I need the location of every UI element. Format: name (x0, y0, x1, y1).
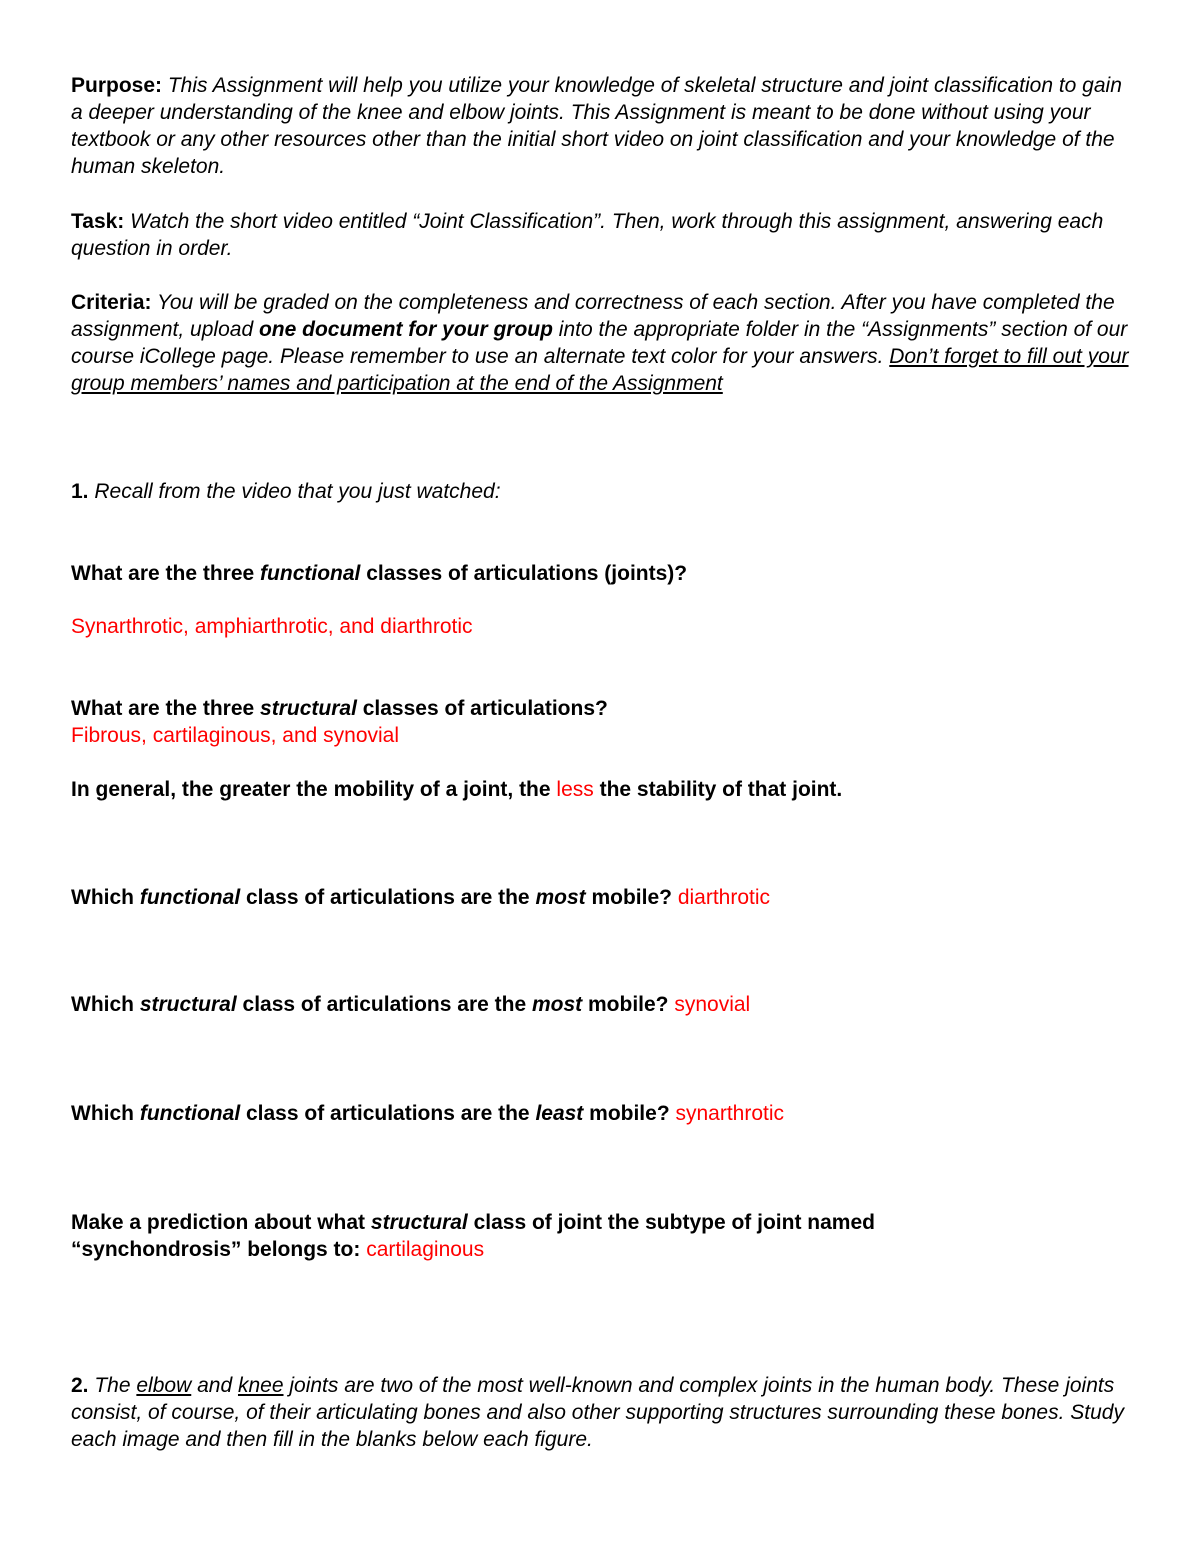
section-1-number: 1. (71, 480, 89, 503)
question-text: Which (71, 886, 140, 909)
question-emphasis: structural (139, 993, 237, 1016)
section-2-paragraph (71, 1372, 1131, 1453)
question-text: class of joint the subtype of joint named “synchondrosis” belongs to: (71, 1211, 875, 1261)
answer-inline: synarthrotic (675, 1102, 785, 1125)
answer-inline: diarthrotic (677, 886, 771, 909)
question-text: classes of articulations (joints)? (360, 562, 688, 585)
section-2-underlined-elbow: elbow (136, 1374, 192, 1397)
question-text: class of articulations are the (240, 1102, 536, 1125)
question-mobility-stability (71, 776, 1131, 803)
question-least-mobile-functional (71, 1100, 1131, 1127)
question-emphasis: functional (260, 562, 361, 585)
answer-inline: cartilaginous (366, 1238, 485, 1261)
criteria-paragraph (71, 289, 1131, 397)
section-2-text: joints are two of the most well-known and complex joints in the human body. These joints consist, of course, of their articulating bones and also other supporting structures surrounding these bones. Study each image and then fill in the blanks below each figure. (71, 1374, 1124, 1451)
question-emphasis: functional (139, 1102, 241, 1125)
question-text: Which (71, 993, 140, 1016)
answer-inline: less (556, 778, 594, 801)
task-paragraph (71, 208, 1131, 262)
question-emphasis: structural (260, 697, 357, 720)
question-emphasis: most (531, 993, 583, 1016)
question-text: What are the three (71, 562, 261, 585)
question-text: mobile? (583, 1102, 670, 1125)
question-most-mobile-functional (71, 884, 1131, 911)
purpose-text: This Assignment will help you utilize your knowledge of skeletal structure and joint classification to gain a deeper understanding of the knee and elbow joints. This Assignment is meant to be done without using your textbook or any other resources other than the initial short video on joint classification and your knowledge of the human skeleton. (71, 74, 1122, 178)
section-2-underlined-knee: knee (237, 1374, 284, 1397)
purpose-label: Purpose: (71, 74, 163, 97)
criteria-underlined-text: Don’t forget to fill out your group members’ names and participation at the end of the Assignment (71, 345, 1129, 395)
question-emphasis: least (535, 1102, 584, 1125)
criteria-label: Criteria: (71, 291, 152, 314)
question-emphasis: most (535, 886, 586, 909)
question-functional-classes (71, 560, 1131, 587)
task-label: Task: (71, 210, 125, 233)
answer-functional-classes: Synarthrotic, amphiarthrotic, and diarthrotic (71, 615, 473, 638)
question-synchondrosis (71, 1209, 1011, 1263)
section-1-intro-text: Recall from the video that you just watched: (88, 480, 501, 503)
purpose-paragraph (71, 72, 1131, 180)
question-text: classes of articulations? (356, 697, 608, 720)
question-text: the stability of that joint. (593, 778, 843, 801)
answer-structural-classes: Fibrous, cartilaginous, and synovial (71, 724, 400, 747)
question-text: mobile? (582, 993, 669, 1016)
section-2-number: 2. (71, 1374, 89, 1397)
section-1-intro (71, 478, 1131, 505)
answer-inline: synovial (674, 993, 751, 1016)
question-emphasis: functional (139, 886, 241, 909)
criteria-text-1: You will be graded on the completeness and correctness of each section. After you have completed the assignment, upload (71, 291, 1115, 341)
question-text: In general, the greater the mobility of a joint, the (71, 778, 557, 801)
section-2-text: and (191, 1374, 238, 1397)
question-text: class of articulations are the (240, 886, 536, 909)
question-text: mobile? (585, 886, 672, 909)
section-2-text: The (88, 1374, 137, 1397)
question-text: Which (71, 1102, 140, 1125)
question-emphasis: structural (370, 1211, 468, 1234)
question-text: class of articulations are the (236, 993, 532, 1016)
task-text: Watch the short video entitled “Joint Classification”. Then, work through this assignment, answering each question in order. (71, 210, 1104, 260)
question-most-mobile-structural (71, 991, 1131, 1018)
question-text: What are the three (71, 697, 261, 720)
criteria-text-2: into the appropriate folder in the “Assignments” section of our course iCollege page. Please remember to use an alternate text color for your answers. (71, 318, 1128, 368)
question-structural-classes (71, 695, 1131, 722)
question-text: Make a prediction about what (71, 1211, 371, 1234)
criteria-bold-text: one document for your group (258, 318, 553, 341)
